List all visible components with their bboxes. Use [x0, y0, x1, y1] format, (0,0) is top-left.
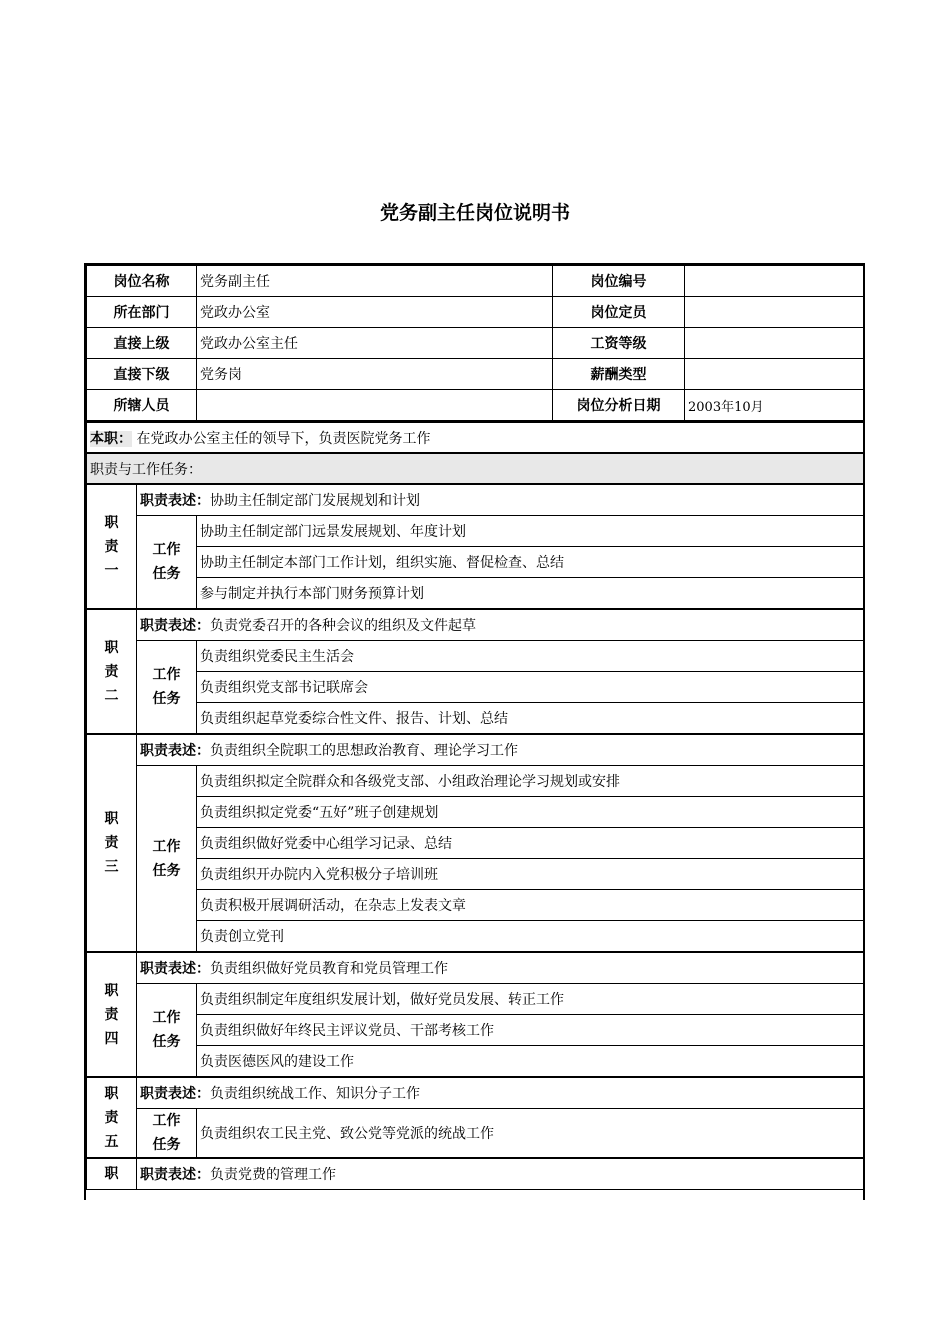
task-row: [87, 641, 864, 672]
task-text: 负责积极开展调研活动，在杂志上发表文章: [197, 890, 864, 921]
info-value: 党政办公室主任: [197, 328, 553, 359]
task-text: 负责组织拟定党委“五好”班子创建规划: [197, 797, 864, 828]
statement-text: 协助主任制定部门发展规划和计划: [210, 493, 420, 509]
duty-group-char: 三: [104, 859, 119, 875]
info-label: 直接下级: [87, 359, 197, 390]
task-row: [87, 984, 864, 1015]
task-label-line: 任务: [152, 1137, 181, 1153]
task-row: [87, 890, 864, 921]
task-label-line: 任务: [152, 691, 181, 707]
task-row: [87, 921, 864, 953]
duty-statement: [137, 952, 864, 984]
task-label-line: 工作: [152, 667, 181, 683]
task-text: 负责组织党支部书记联席会: [197, 672, 864, 703]
duty-group-char: 职: [104, 514, 119, 531]
task-label-line: 任务: [152, 862, 181, 879]
duty-group-label: [87, 952, 137, 1077]
task-label-line: 工作: [152, 838, 181, 855]
info-value: 2003年10月: [685, 390, 864, 421]
statement-label: 职责表述：: [140, 1086, 210, 1102]
task-text: 负责医德医风的建设工作: [197, 1046, 864, 1078]
task-row: [87, 672, 864, 703]
task-text: 负责组织拟定全院群众和各级党支部、小组政治理论学习规划或安排: [197, 766, 864, 797]
info-table: [86, 265, 864, 421]
duty-statement: [137, 734, 864, 766]
duty-group-label: [87, 609, 137, 734]
main-duty-row: [87, 422, 864, 453]
duty-group-char: 责: [104, 835, 119, 851]
task-label-line: 工作: [152, 542, 181, 558]
duty-group-char: 责: [104, 1006, 119, 1023]
statement-text: 负责组织统战工作、知识分子工作: [210, 1086, 420, 1102]
task-text: 参与制定并执行本部门财务预算计划: [197, 578, 864, 610]
duty-statement: [137, 1158, 864, 1190]
task-text: 负责组织做好党委中心组学习记录、总结: [197, 828, 864, 859]
info-label: 所在部门: [87, 297, 197, 328]
info-value: [685, 359, 864, 390]
duty-group-char: 责: [104, 538, 119, 555]
info-value: 党政办公室: [197, 297, 553, 328]
task-text: 负责组织做好年终民主评议党员、干部考核工作: [197, 1015, 864, 1046]
info-label: 岗位名称: [87, 266, 197, 297]
main-duty-text: 在党政办公室主任的领导下，负责医院党务工作: [136, 430, 431, 447]
info-label: 岗位编号: [553, 266, 685, 297]
duty-statement: [137, 1077, 864, 1109]
duty-group-char: 责: [104, 663, 119, 680]
task-row: [87, 703, 864, 735]
statement-text: 负责组织做好党员教育和党员管理工作: [210, 961, 448, 977]
duty-statement-row: [87, 952, 864, 984]
duty-group-label: [87, 484, 137, 609]
info-value: 党务副主任: [197, 266, 553, 297]
statement-text: 负责党委召开的各种会议的组织及文件起草: [210, 618, 476, 634]
duty-group-char: 职: [104, 1166, 119, 1182]
info-row: [87, 297, 864, 328]
info-label: 直接上级: [87, 328, 197, 359]
task-label: [137, 766, 197, 953]
task-row: [87, 547, 864, 578]
info-label: 岗位定员: [553, 297, 685, 328]
duty-group-label: [87, 1158, 137, 1190]
duty-group-char: 职: [104, 811, 119, 827]
task-row: [87, 1015, 864, 1046]
task-row: [87, 1109, 864, 1159]
statement-label: 职责表述：: [140, 1167, 210, 1183]
statement-label: 职责表述：: [140, 618, 210, 634]
duty-group-char: 职: [104, 982, 119, 999]
duty-statement: [137, 484, 864, 516]
info-label: 所辖人员: [87, 390, 197, 421]
info-value: [685, 297, 864, 328]
task-row: [87, 578, 864, 610]
task-row: [87, 828, 864, 859]
duties-header: 职责与工作任务：: [87, 453, 864, 484]
info-value: [685, 328, 864, 359]
info-label: 工资等级: [553, 328, 685, 359]
task-row: [87, 859, 864, 890]
info-value: 党务岗: [197, 359, 553, 390]
duty-group-char: 职: [104, 639, 119, 656]
info-value: [685, 266, 864, 297]
task-row: [87, 1046, 864, 1078]
duty-statement-row: [87, 1158, 864, 1190]
task-label-line: 工作: [152, 1113, 181, 1129]
task-label: [137, 516, 197, 610]
duty-statement-row: [87, 484, 864, 516]
task-label-line: 任务: [152, 566, 181, 582]
task-label: [137, 641, 197, 735]
task-text: 负责组织开办院内入党积极分子培训班: [197, 859, 864, 890]
task-text: 负责组织农工民主党、致公党等党派的统战工作: [197, 1109, 864, 1159]
duty-statement-row: [87, 609, 864, 641]
job-description-table: [84, 263, 865, 1200]
duty-statement: [137, 609, 864, 641]
statement-label: 职责表述：: [140, 493, 210, 509]
info-row: [87, 359, 864, 390]
info-row: [87, 328, 864, 359]
duty-group-char: 责: [104, 1109, 119, 1126]
task-label-line: 工作: [152, 1010, 181, 1026]
info-label: 薪酬类型: [553, 359, 685, 390]
task-label: [137, 1109, 197, 1159]
main-duty-label: 本职：: [90, 430, 132, 447]
duty-group-label: [87, 734, 137, 952]
statement-text: 负责党费的管理工作: [210, 1167, 336, 1183]
duty-statement-row: [87, 1077, 864, 1109]
task-text: 负责组织制定年度组织发展计划，做好党员发展、转正工作: [197, 984, 864, 1015]
statement-text: 负责组织全院职工的思想政治教育、理论学习工作: [210, 743, 518, 759]
duty-group-char: 二: [104, 687, 119, 704]
info-value: [197, 390, 553, 421]
page-title: 党务副主任岗位说明书: [379, 202, 570, 224]
duty-group-char: 四: [104, 1030, 119, 1047]
info-label: 岗位分析日期: [553, 390, 685, 421]
task-row: [87, 797, 864, 828]
duty-group-char: 职: [104, 1085, 119, 1102]
statement-label: 职责表述：: [140, 961, 210, 977]
task-label: [137, 984, 197, 1078]
task-text: 负责组织党委民主生活会: [197, 641, 864, 672]
task-text: 协助主任制定部门远景发展规划、年度计划: [197, 516, 864, 547]
duty-group-char: 一: [104, 562, 119, 579]
task-text: 协助主任制定本部门工作计划，组织实施、督促检查、总结: [197, 547, 864, 578]
task-text: 负责创立党刊: [197, 921, 864, 953]
duty-statement-row: [87, 734, 864, 766]
task-label-line: 任务: [152, 1034, 181, 1050]
task-text: 负责组织起草党委综合性文件、报告、计划、总结: [197, 703, 864, 735]
duty-group-char: 五: [104, 1133, 119, 1150]
statement-label: 职责表述：: [140, 743, 210, 759]
duty-group-label: [87, 1077, 137, 1158]
task-row: [87, 766, 864, 797]
info-row: [87, 390, 864, 421]
duties-table: [86, 421, 864, 1190]
task-row: [87, 516, 864, 547]
info-row: [87, 266, 864, 297]
